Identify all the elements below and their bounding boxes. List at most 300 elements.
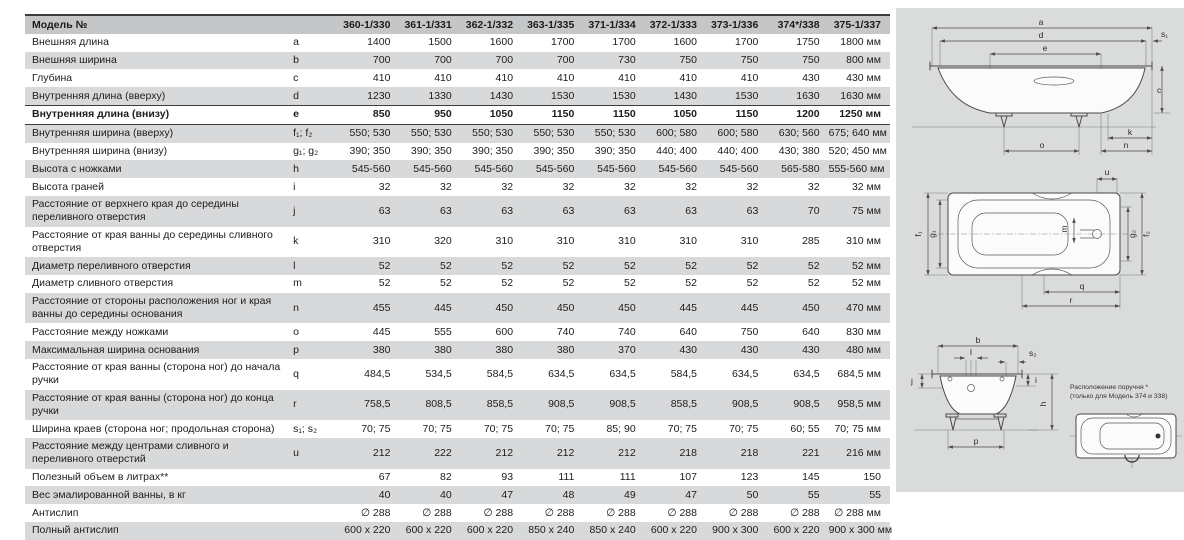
spec-value-cell: 484,5 <box>364 367 391 380</box>
spec-value-cell: 70; 75 <box>667 422 697 435</box>
dim-label-g1: g₁ <box>927 230 937 238</box>
spec-value-cell: 123 <box>740 471 759 484</box>
spec-value-cell: 550; 530 <box>472 127 514 140</box>
spec-value-cell: 285 <box>802 235 820 248</box>
spec-value-cell: 310 <box>556 235 575 248</box>
spec-value-cell: 450 <box>495 301 514 314</box>
spec-value-cell: 52 <box>562 277 575 290</box>
spec-value-cell: 900 x 300 мм <box>828 524 893 537</box>
dim-label-u: u <box>1104 167 1110 177</box>
spec-value-cell: 858,5 <box>670 398 697 411</box>
table-row <box>25 390 890 421</box>
table-row <box>25 87 890 105</box>
table-row <box>25 124 890 142</box>
spec-value-cell: 32 <box>440 180 452 193</box>
spec-row-label: Ширина краев (сторона ног; продольная сторона) <box>32 422 275 435</box>
spec-value-cell: 111 <box>558 471 575 484</box>
spec-value-cell: 440; 400 <box>717 145 759 158</box>
spec-value-cell: 111 <box>619 471 636 484</box>
spec-value-cell: 320 <box>434 235 452 248</box>
spec-row-label: Глубина <box>32 71 73 84</box>
spec-value-cell: 380 <box>434 343 452 356</box>
spec-value-cell: 730 <box>618 54 636 67</box>
spec-value-cell: 520; 450 мм <box>828 145 887 158</box>
table-row <box>25 34 890 52</box>
spec-value-cell: 52 <box>440 277 452 290</box>
spec-value-cell: 150 <box>863 471 881 484</box>
spec-row-label: Полезный объем в литрах** <box>32 471 169 484</box>
spec-value-cell: ∅ 288 <box>544 506 575 519</box>
spec-value-cell: 55 <box>869 488 881 501</box>
handrail-note-line2: (только для Модель 374 и 338) <box>1070 392 1168 400</box>
spec-value-cell: 310 <box>372 235 391 248</box>
spec-value-cell: 445 <box>372 325 391 338</box>
spec-row-dim-letter: e <box>293 108 299 121</box>
spec-value-cell: 1630 мм <box>840 89 881 102</box>
spec-value-cell: 600 x 220 <box>466 524 514 537</box>
spec-value-cell: 52 <box>440 259 452 272</box>
spec-value-cell: 908,5 <box>548 398 575 411</box>
spec-row-label: Вес эмалированной ванны, в кг <box>32 488 186 501</box>
table-row <box>25 438 890 469</box>
spec-value-cell: 52 <box>562 259 575 272</box>
spec-value-cell: 445 <box>740 301 759 314</box>
spec-value-cell: 221 <box>802 446 820 459</box>
spec-row-dim-letter: j <box>293 204 296 217</box>
spec-row-label: Максимальная ширина основания <box>32 343 200 356</box>
spec-value-cell: 52 <box>623 259 636 272</box>
spec-value-cell: 634,5 <box>609 367 636 380</box>
spec-value-cell: 70; 75 <box>483 422 514 435</box>
model-header-cell: 374*/338 <box>767 15 828 34</box>
spec-value-cell: 52 <box>623 277 636 290</box>
spec-value-cell: 32 <box>807 180 820 193</box>
spec-value-cell: 584,5 <box>670 367 697 380</box>
table-row <box>25 504 890 522</box>
spec-value-cell: 430; 380 <box>778 145 820 158</box>
spec-value-cell: 310 <box>679 235 697 248</box>
spec-value-cell: 950 <box>434 108 452 121</box>
model-header-cell: 375-1/337 <box>829 15 890 34</box>
handrail-diagram-shapes <box>1070 414 1182 468</box>
spec-value-cell: 93 <box>501 471 514 484</box>
spec-value-cell: 49 <box>623 488 636 501</box>
spec-value-cell: 684,5 мм <box>837 367 881 380</box>
spec-value-cell: 212 <box>618 446 636 459</box>
model-header-cell: 360-1/330 <box>338 15 399 34</box>
spec-value-cell: 222 <box>434 446 452 459</box>
dim-label-f1: f₁ <box>913 231 923 237</box>
spec-row-dim-letter <box>293 486 338 504</box>
spec-row-label: Расстояние от верхнего края до середины переливного отверстия <box>32 198 239 224</box>
spec-value-cell: 310 <box>618 235 636 248</box>
spec-value-cell: 48 <box>562 488 575 501</box>
spec-value-cell: 380 <box>556 343 575 356</box>
dim-label-l: l <box>970 347 972 357</box>
spec-value-cell: 310 мм <box>846 235 881 248</box>
spec-value-cell: 600 x 220 <box>344 524 391 537</box>
spec-value-cell: 1500 <box>428 36 452 49</box>
model-header-cell: 361-1/331 <box>399 15 460 34</box>
spec-row-label: Расстояние от края ванны (сторона ног) до начала ручки <box>32 361 281 387</box>
dim-label-g2: g₂ <box>1127 229 1137 239</box>
dim-label-a: a <box>1038 17 1044 27</box>
spec-row-dim-letter: h <box>293 162 299 175</box>
spec-value-cell: 545-560 <box>535 162 575 175</box>
spec-value-cell: 1530 <box>734 89 759 102</box>
spec-value-cell: 555-560 мм <box>828 162 885 175</box>
spec-value-cell: 52 <box>501 259 514 272</box>
spec-value-cell: 1430 <box>489 89 514 102</box>
spec-value-cell: 675; 640 мм <box>828 127 887 140</box>
spec-value-cell: 440; 400 <box>656 145 697 158</box>
spec-row-label: Внутренняя длина (вверху) <box>32 89 166 102</box>
spec-value-cell: 850 x 240 <box>528 524 575 537</box>
spec-value-cell: 830 мм <box>846 325 881 338</box>
spec-row-dim-letter: u <box>293 446 299 459</box>
spec-value-cell: 410 <box>434 71 452 84</box>
spec-value-cell: 47 <box>501 488 514 501</box>
spec-row-label: Внешняя ширина <box>32 54 117 67</box>
spec-value-cell: 52 <box>378 277 391 290</box>
spec-value-cell: 70; 75 <box>545 422 575 435</box>
spec-value-cell: 600 x 220 <box>773 524 820 537</box>
dim-label-p: p <box>973 436 979 446</box>
dim-label-i: i <box>1035 375 1037 385</box>
spec-value-cell: 740 <box>556 325 575 338</box>
spec-value-cell: 145 <box>802 471 820 484</box>
spec-value-cell: 32 <box>623 180 636 193</box>
spec-table <box>25 14 893 540</box>
table-row <box>25 522 890 540</box>
table-row <box>25 178 890 196</box>
spec-value-cell: 1800 мм <box>840 36 881 49</box>
spec-value-cell: 600 x 220 <box>405 524 452 537</box>
spec-value-cell: 565-580 <box>781 162 820 175</box>
spec-value-cell: 470 мм <box>846 301 881 314</box>
spec-value-cell: 52 <box>807 277 820 290</box>
spec-value-cell: 600 <box>495 325 514 338</box>
spec-value-cell: 1050 <box>673 108 697 121</box>
spec-value-cell: 430 мм <box>846 71 881 84</box>
spec-value-cell: 40 <box>440 488 452 501</box>
spec-value-cell: 52 <box>378 259 391 272</box>
spec-row-label: Высота с ножками <box>32 162 122 175</box>
spec-row-label: Внутренняя ширина (внизу) <box>32 145 168 158</box>
spec-value-cell: 52 <box>746 259 759 272</box>
table-row <box>25 486 890 504</box>
spec-value-cell: 700 <box>556 54 575 67</box>
spec-value-cell: 545-560 <box>658 162 697 175</box>
model-header-cell: 362-1/332 <box>461 15 522 34</box>
spec-value-cell: 32 <box>501 180 514 193</box>
spec-value-cell: 50 <box>746 488 759 501</box>
spec-value-cell: 410 <box>495 71 514 84</box>
bathtub-top-view-diagram <box>904 163 1176 333</box>
spec-row-dim-letter: p <box>293 343 299 356</box>
spec-value-cell: 310 <box>495 235 514 248</box>
spec-value-cell: ∅ 288 <box>667 506 697 519</box>
bathtub-side-view-diagram <box>904 10 1176 160</box>
dim-label-r: r <box>1069 295 1073 305</box>
table-row <box>25 323 890 341</box>
spec-value-cell: 630; 560 <box>778 127 820 140</box>
spec-row-label: Расстояние между центрами сливного и переливного отверстий <box>32 440 229 466</box>
spec-value-cell: 908,5 <box>732 398 759 411</box>
dim-label-h: h <box>1038 401 1048 407</box>
spec-value-cell: 900 x 300 <box>712 524 759 537</box>
spec-value-cell: 218 <box>740 446 759 459</box>
model-header-cell: 372-1/333 <box>645 15 706 34</box>
dim-label-q: q <box>1079 281 1085 291</box>
spec-value-cell: 55 <box>807 488 820 501</box>
spec-value-cell: 1050 <box>489 108 514 121</box>
spec-value-cell: 32 <box>746 180 759 193</box>
dim-label-j: j <box>911 376 913 386</box>
spec-value-cell: 1150 <box>735 108 759 121</box>
spec-value-cell: 1400 <box>367 36 391 49</box>
spec-value-cell: 47 <box>685 488 697 501</box>
spec-value-cell: 1150 <box>612 108 636 121</box>
spec-row-dim-letter: a <box>293 36 299 49</box>
spec-value-cell: 52 <box>501 277 514 290</box>
model-header-cell: 373-1/336 <box>706 15 767 34</box>
spec-row-dim-letter: c <box>293 71 299 84</box>
dim-label-m: m <box>1059 225 1069 233</box>
table-row <box>25 52 890 70</box>
spec-value-cell: 1430 <box>673 89 697 102</box>
end-view-tub-outline <box>932 370 1022 430</box>
spec-value-cell: 600 x 220 <box>650 524 697 537</box>
spec-value-cell: 63 <box>378 204 391 217</box>
dim-label-d: d <box>1038 30 1044 40</box>
spec-value-cell: 52 мм <box>851 259 881 272</box>
spec-value-cell: 218 <box>679 446 697 459</box>
spec-row-label: Расстояние от края ванны (сторона ног) до конца ручки <box>32 392 274 417</box>
spec-value-cell: 808,5 <box>425 398 452 411</box>
spec-value-cell: 850 <box>372 108 391 121</box>
spec-value-cell: 390; 350 <box>472 145 514 158</box>
spec-row-dim-letter <box>293 469 338 487</box>
spec-value-cell: 534,5 <box>425 367 452 380</box>
spec-value-cell: 958,5 мм <box>837 398 881 411</box>
spec-value-cell: 750 <box>740 325 759 338</box>
dim-label-s2: s₂ <box>1029 348 1037 358</box>
spec-row-label: Внутренняя длина (внизу) <box>32 108 170 121</box>
side-view-tub-outline <box>930 62 1152 127</box>
spec-value-cell: 450 <box>556 301 575 314</box>
spec-row-label: Расстояние от стороны расположения ног и края ванны до середины основания <box>32 295 272 321</box>
spec-row-dim-letter: l <box>293 259 296 272</box>
spec-table-body <box>25 34 893 540</box>
spec-value-cell: 858,5 <box>486 398 514 411</box>
spec-value-cell: 634,5 <box>548 367 575 380</box>
spec-value-cell: 1230 <box>367 89 391 102</box>
spec-row-label: Полный антислип <box>32 524 119 537</box>
spec-row-dim-letter: b <box>293 54 299 67</box>
dim-label-k: k <box>1127 127 1133 137</box>
spec-value-cell: 390; 350 <box>349 145 391 158</box>
spec-value-cell: 545-560 <box>351 162 391 175</box>
spec-row-label: Диаметр переливного отверстия <box>32 259 191 272</box>
table-row <box>25 227 890 258</box>
spec-value-cell: 455 <box>372 301 391 314</box>
spec-value-cell: 480 мм <box>846 343 881 356</box>
spec-value-cell: 32 <box>378 180 391 193</box>
spec-value-cell: 545-560 <box>719 162 759 175</box>
spec-value-cell: 550; 530 <box>410 127 452 140</box>
table-row <box>25 359 890 390</box>
top-view-tub-outline <box>938 193 1130 275</box>
spec-value-cell: 908,5 <box>609 398 636 411</box>
model-header-row <box>25 15 890 34</box>
spec-value-cell: 52 <box>685 259 697 272</box>
handrail-note <box>1070 384 1182 402</box>
spec-value-cell: 1750 <box>796 36 820 49</box>
spec-value-cell: ∅ 288 <box>422 506 452 519</box>
spec-value-cell: 212 <box>372 446 391 459</box>
spec-value-cell: 750 <box>802 54 820 67</box>
spec-value-cell: 700 <box>434 54 452 67</box>
table-row <box>25 469 890 487</box>
spec-value-cell: 32 <box>685 180 697 193</box>
spec-value-cell: 1700 <box>734 36 759 49</box>
spec-value-cell: 52 <box>685 277 697 290</box>
spec-row-dim-letter: g₁; g₂ <box>293 145 319 158</box>
spec-value-cell: 634,5 <box>732 367 759 380</box>
spec-row-label: Внешняя длина <box>32 36 109 49</box>
spec-row-dim-letter <box>293 522 338 540</box>
table-row <box>25 275 890 293</box>
dim-label-e: e <box>1042 43 1048 53</box>
spec-row-dim-letter: i <box>293 180 296 193</box>
spec-value-cell: 380 <box>372 343 391 356</box>
spec-value-cell: 908,5 <box>793 398 820 411</box>
spec-row-dim-letter <box>293 504 338 522</box>
table-row <box>25 196 890 227</box>
spec-row-dim-letter: q <box>293 367 299 380</box>
spec-value-cell: 430 <box>740 343 759 356</box>
spec-value-cell: 1600 <box>673 36 697 49</box>
spec-value-cell: ∅ 288 <box>360 506 391 519</box>
spec-row-dim-letter: o <box>293 325 299 338</box>
spec-value-cell: ∅ 288 <box>606 506 636 519</box>
spec-value-cell: 70; 75 <box>422 422 452 435</box>
technical-drawings-panel <box>896 8 1184 492</box>
spec-value-cell: 70; 75 мм <box>834 422 881 435</box>
spec-value-cell: 410 <box>372 71 391 84</box>
handrail-note-line1: Расположение поручня * <box>1070 384 1149 391</box>
dim-label-b: b <box>975 335 981 345</box>
spec-value-cell: 380 <box>495 343 514 356</box>
spec-value-cell: 445 <box>679 301 697 314</box>
spec-value-cell: 545-560 <box>474 162 514 175</box>
table-row <box>25 257 890 275</box>
model-header-cell: 363-1/335 <box>522 15 583 34</box>
spec-row-label: Диаметр сливного отверстия <box>32 277 174 290</box>
spec-value-cell: 758,5 <box>364 398 391 411</box>
spec-value-cell: 40 <box>378 488 391 501</box>
dim-label-o: o <box>1039 140 1045 150</box>
spec-value-cell: 216 мм <box>846 446 881 459</box>
dim-label-n: n <box>1123 140 1129 150</box>
spec-value-cell: 390; 350 <box>594 145 636 158</box>
spec-value-cell: 410 <box>618 71 636 84</box>
table-row <box>25 420 890 438</box>
spec-value-cell: 107 <box>679 471 697 484</box>
spec-value-cell: 750 <box>679 54 697 67</box>
spec-value-cell: 430 <box>802 71 820 84</box>
dim-label-f2: f₂ <box>1141 231 1151 237</box>
spec-row-dim-letter: s₁; s₂ <box>293 422 318 435</box>
spec-value-cell: 370 <box>618 343 636 356</box>
spec-value-cell: 555 <box>434 325 452 338</box>
spec-value-cell: 640 <box>802 325 820 338</box>
spec-value-cell: 52 <box>746 277 759 290</box>
spec-value-cell: 75 мм <box>851 204 881 217</box>
spec-value-cell: 550; 530 <box>594 127 636 140</box>
spec-value-cell: ∅ 288 <box>728 506 759 519</box>
handrail-position-diagram <box>1070 406 1182 468</box>
spec-value-cell: 63 <box>440 204 452 217</box>
spec-row-dim-letter: r <box>293 398 297 411</box>
spec-value-cell: 634,5 <box>793 367 820 380</box>
spec-value-cell: 63 <box>685 204 697 217</box>
spec-value-cell: 445 <box>434 301 452 314</box>
spec-value-cell: 640 <box>679 325 697 338</box>
spec-value-cell: 390; 350 <box>410 145 452 158</box>
table-row <box>25 160 890 178</box>
spec-row-label: Расстояние от края ванны до середины сливного отверстия <box>32 229 273 254</box>
spec-value-cell: 390; 350 <box>533 145 575 158</box>
spec-row-dim-letter: d <box>293 89 299 102</box>
spec-value-cell: 600; 580 <box>717 127 759 140</box>
spec-value-cell: 32 <box>562 180 575 193</box>
spec-row-label: Внутренняя ширина (вверху) <box>32 127 174 140</box>
spec-value-cell: 410 <box>679 71 697 84</box>
spec-row-dim-letter: n <box>293 301 299 314</box>
dim-label-c: c <box>1157 85 1162 95</box>
spec-value-cell: 67 <box>378 471 391 484</box>
spec-row-label: Антислип <box>32 506 79 519</box>
table-row <box>25 341 890 359</box>
spec-value-cell: 800 мм <box>846 54 881 67</box>
spec-value-cell: 1530 <box>551 89 575 102</box>
spec-value-cell: 70; 75 <box>361 422 391 435</box>
spec-value-cell: 700 <box>372 54 391 67</box>
spec-value-cell: 584,5 <box>486 367 514 380</box>
drain-dot <box>1156 434 1161 439</box>
table-row <box>25 293 890 324</box>
spec-value-cell: 430 <box>679 343 697 356</box>
spec-value-cell: 1700 <box>551 36 575 49</box>
spec-value-cell: 82 <box>440 471 452 484</box>
spec-value-cell: 1250 мм <box>839 108 881 121</box>
spec-value-cell: 63 <box>623 204 636 217</box>
spec-value-cell: 1700 <box>612 36 636 49</box>
spec-value-cell: 1630 <box>796 89 820 102</box>
spec-value-cell: 212 <box>495 446 514 459</box>
spec-value-cell: ∅ 288 <box>790 506 820 519</box>
spec-value-cell: 600; 580 <box>656 127 697 140</box>
model-header-label: Модель № <box>25 15 338 34</box>
spec-value-cell: 70; 75 <box>729 422 759 435</box>
table-row <box>25 143 890 161</box>
spec-value-cell: 310 <box>740 235 759 248</box>
spec-value-cell: 545-560 <box>413 162 452 175</box>
spec-value-cell: 430 <box>802 343 820 356</box>
spec-value-cell: 740 <box>618 325 636 338</box>
